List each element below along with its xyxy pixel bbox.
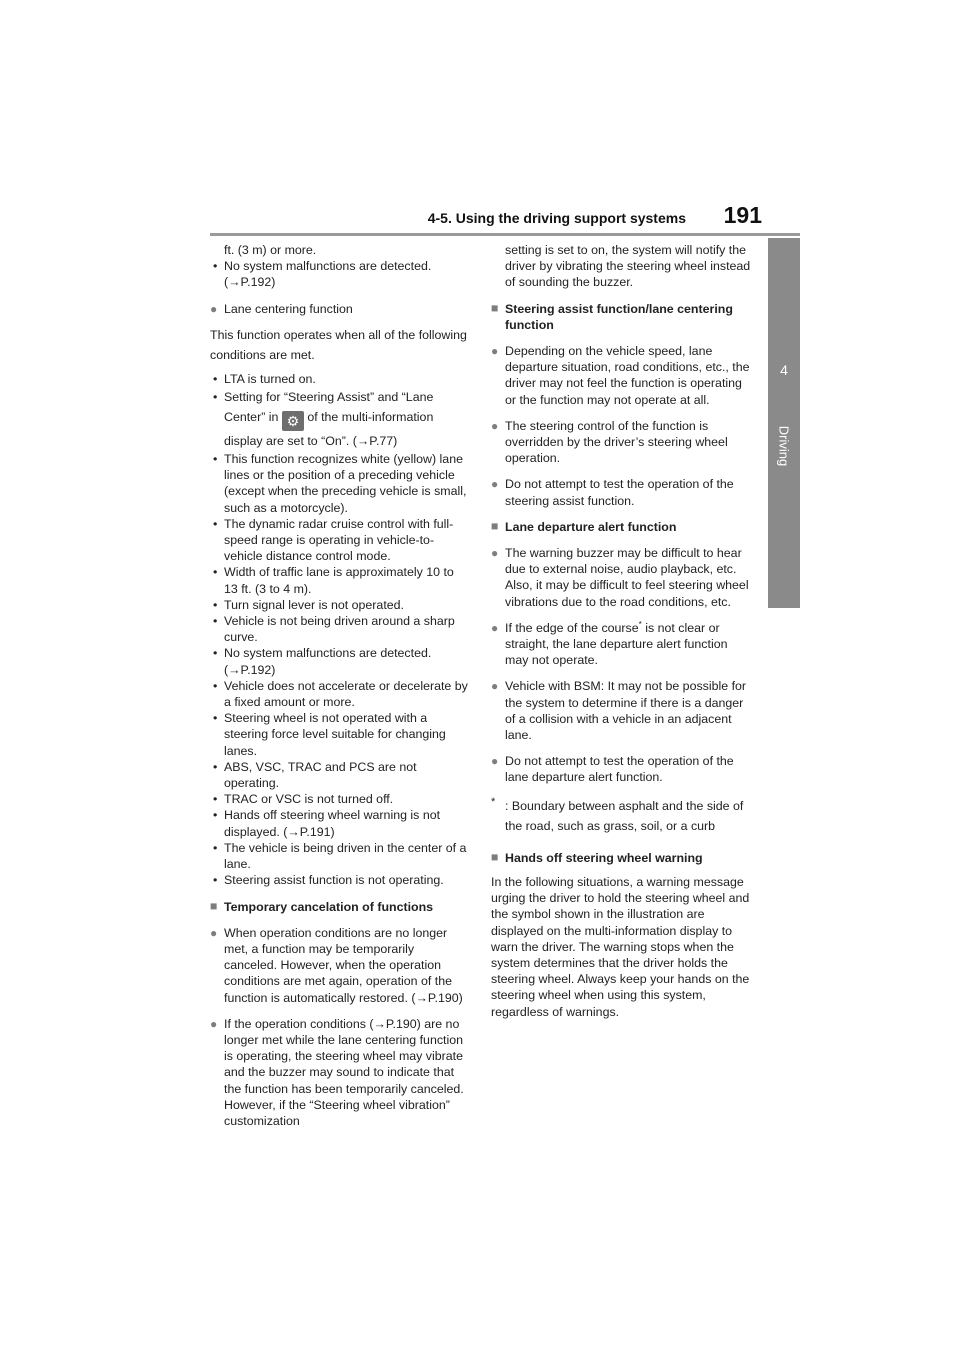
list-item: • Turn signal lever is not operated. [213,597,404,612]
hands-off-heading: ■ Hands off steering wheel warning [491,849,703,865]
list-item: • Vehicle does not accelerate or decelerate by a fixed amount or more. [213,678,468,710]
list-item: • Vehicle is not being driven around a sharp curve. [213,614,455,645]
page-number: 191 [723,202,762,228]
circle-bullet-icon: ● [491,477,499,492]
header-rule [210,233,800,236]
list-item: • No system malfunctions are detected. (→P.192) [213,646,432,677]
footnote: * : Boundary between asphalt and the side of the road, such as grass, soil, or a curb [491,795,744,833]
page-header [210,200,800,236]
lane-departure-item: ● The warning buzzer may be difficult to hear due to external noise, audio playback, etc. Also, it may be difficult to feel steering wheel vibrations due to the road conditions, etc. [491,546,749,609]
list-item: • TRAC or VSC is not turned off. [213,792,394,807]
conditions-list [210,371,468,889]
square-bullet-icon: ■ [210,898,218,913]
chapter-tab [768,238,800,608]
lane-departure-item: ● If the edge of the course* is not clear or straight, the lane departure alert function may not operate. [491,619,728,668]
circle-bullet-icon: ● [210,301,218,316]
lane-departure-item: ● Do not attempt to test the operation of the lane departure alert function. [491,754,734,785]
circle-bullet-icon: ● [491,754,499,769]
section-title: 4-5. Using the driving support systems [427,210,686,226]
circle-bullet-icon: ● [491,679,499,694]
list-item: • The vehicle is being driven in the center of a lane. [213,840,467,872]
left-column [210,242,468,1129]
list-item: • ABS, VSC, TRAC and PCS are not operating. [213,759,417,791]
circle-bullet-icon: ● [491,418,499,433]
chapter-label: Driving [776,425,792,467]
list-item: • Hands off steering wheel warning is not displayed. (→P.191) [213,808,441,839]
square-bullet-icon: ■ [491,518,499,533]
list-item: • Setting for “Steering Assist” and “Lane Center” in ⚙ of the multi-information display are set to “On”. (→P.77) [213,390,434,449]
list-item: • Steering wheel is not operated with a steering force level suitable for changing lanes. [213,711,446,758]
circle-bullet-icon: ● [491,620,499,635]
list-item: • This function recognizes white (yellow) lane lines or the position of a preceding vehicle (except when the preceding vehicle is small, such as a motorcycle). [213,452,467,515]
steering-assist-item: ● The steering control of the function is overridden by the driver’s steering wheel operation. [491,418,728,466]
list-item: • Width of traffic lane is approximately 10 to 13 ft. (3 to 4 m). [213,565,454,596]
chapter-number: 4 [780,362,788,378]
gear-icon: ⚙ [282,411,304,431]
continued-text: setting is set to on, the system will notify the driver by vibrating the steering wheel instead of sounding the buzzer. [505,243,751,290]
temporary-cancel-item: ● When operation conditions are no longer met, a function may be temporarily canceled. However, when the operation conditions are met again, operation of the function is automatically restored. (→P.190) [210,925,463,1005]
list-item: • LTA is turned on. [213,371,316,386]
list-item: • Steering assist function is not operating. [213,873,444,888]
lane-centering-item: ● Lane centering function [210,301,353,316]
square-bullet-icon: ■ [491,300,499,315]
hands-off-paragraph: In the following situations, a warning message urging the driver to hold the steering wheel and the symbol shown in the illustration are displayed on the multi-information display to warn the driver. The warning stops when the system determines that the driver holds the steering wheel. Always keep your hands on the steering wheel when using this system, regardless of warnings. [491,874,750,1019]
circle-bullet-icon: ● [491,546,499,561]
circle-bullet-icon: ● [210,1016,218,1031]
circle-bullet-icon: ● [210,925,218,940]
list-item: • No system malfunctions are detected. (→P.192) [213,259,432,290]
lane-departure-item: ● Vehicle with BSM: It may not be possible for the system to determine if there is a danger of a collision with a vehicle in an adjacent lane. [491,679,747,743]
steering-assist-item: ● Do not attempt to test the operation of the steering assist function. [491,477,734,508]
circle-bullet-icon: ● [491,344,499,359]
square-bullet-icon: ■ [491,849,499,864]
temporary-cancel-item: ● If the operation conditions (→P.190) are no longer met while the lane centering function is operating, the steering wheel may vibrate and the buzzer may sound to indicate that the function has been temporarily canceled. However, if the “Steering wheel vibration” customization [210,1016,464,1128]
intro-paragraph: This function operates when all of the following conditions are met. [210,327,467,362]
steering-assist-heading: ■ Steering assist function/lane centering function [491,300,733,332]
list-item: • The dynamic radar cruise control with full-speed range is operating in vehicle-to-vehicle distance control mode. [213,516,454,564]
right-column [491,242,751,1020]
footnote-marker: * [638,619,642,629]
steering-assist-item: ● Depending on the vehicle speed, lane departure situation, road conditions, etc., the driver may not feel the function is operating or the function may not operate at all. [491,344,750,407]
lane-departure-heading: ■ Lane departure alert function [491,518,677,534]
continued-text: ft. (3 m) or more. [224,243,317,257]
temporary-cancel-heading: ■ Temporary cancelation of functions [210,898,434,914]
